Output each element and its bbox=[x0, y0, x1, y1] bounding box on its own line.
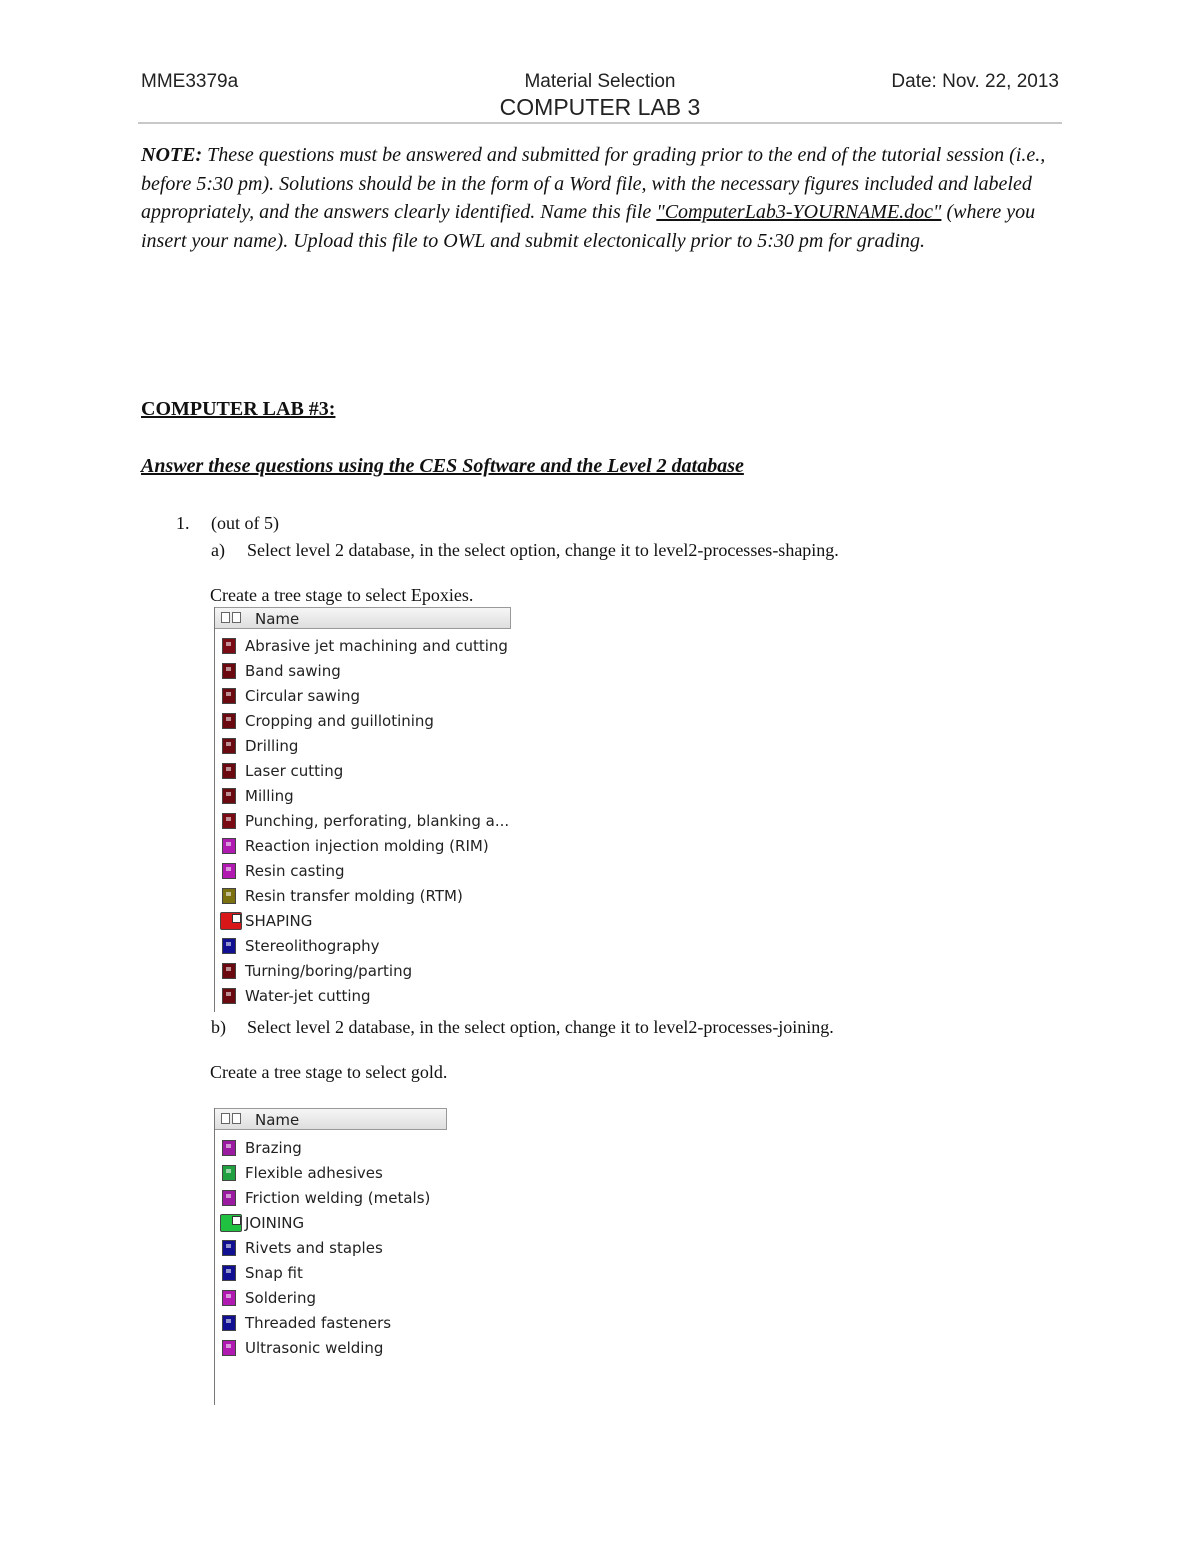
tree-item-label: Band sawing bbox=[245, 661, 341, 680]
record-icon bbox=[222, 1140, 236, 1156]
tree-item[interactable] bbox=[222, 883, 463, 908]
record-icon bbox=[222, 1290, 236, 1306]
tree-item[interactable] bbox=[222, 1235, 383, 1260]
tree-item[interactable] bbox=[222, 708, 434, 733]
record-icon bbox=[222, 738, 236, 754]
tree-item[interactable] bbox=[222, 683, 360, 708]
record-icon bbox=[222, 688, 236, 704]
tree-item[interactable] bbox=[222, 633, 508, 658]
joining-tree-screenshot bbox=[214, 1108, 447, 1405]
record-icon bbox=[222, 763, 236, 779]
tree-item[interactable] bbox=[222, 1135, 302, 1160]
note-label: NOTE: bbox=[141, 144, 203, 166]
tree-item-label: Brazing bbox=[245, 1138, 302, 1157]
tree-item-label: Soldering bbox=[245, 1288, 316, 1307]
record-icon bbox=[222, 863, 236, 879]
tree-header[interactable] bbox=[215, 607, 511, 629]
record-icon bbox=[222, 963, 236, 979]
tree-item-label: Punching, perforating, blanking a... bbox=[245, 811, 510, 830]
tree-item[interactable] bbox=[222, 1260, 303, 1285]
tree-item-label: SHAPING bbox=[245, 911, 313, 930]
tree-item[interactable] bbox=[222, 958, 412, 983]
tree-item-label: Turning/boring/parting bbox=[245, 961, 413, 980]
columns-icon bbox=[221, 1113, 243, 1125]
tree-item[interactable] bbox=[222, 1160, 383, 1185]
header-divider bbox=[138, 122, 1062, 124]
part-b-tree-caption: Create a tree stage to select gold. bbox=[210, 1062, 448, 1082]
instruction-heading: Answer these questions using the CES Software and the Level 2 database bbox=[141, 455, 744, 477]
tree-item-label: Stereolithography bbox=[245, 936, 380, 955]
columns-icon bbox=[221, 612, 243, 624]
tree-header[interactable] bbox=[215, 1108, 447, 1130]
tree-item[interactable] bbox=[222, 758, 343, 783]
part-b-text: Select level 2 database, in the select option, change it to level2-processes-joining. bbox=[247, 1017, 834, 1037]
tree-item-label: Rivets and staples bbox=[245, 1238, 383, 1257]
folder-icon bbox=[220, 912, 242, 930]
record-icon bbox=[222, 1340, 236, 1356]
tree-item-label: Abrasive jet machining and cutting bbox=[245, 636, 508, 655]
shaping-tree-screenshot bbox=[214, 607, 511, 1012]
section-heading: COMPUTER LAB #3: bbox=[141, 398, 336, 420]
date-label: Date: Nov. 22, 2013 bbox=[891, 71, 1059, 92]
tree-item-label: Water-jet cutting bbox=[245, 986, 371, 1005]
tree-item[interactable] bbox=[222, 1335, 383, 1360]
part-a-tree-caption: Create a tree stage to select Epoxies. bbox=[210, 585, 474, 605]
tree-group-item[interactable] bbox=[222, 908, 312, 933]
record-icon bbox=[222, 638, 236, 654]
tree-item[interactable] bbox=[222, 733, 298, 758]
tree-item[interactable] bbox=[222, 833, 489, 858]
tree-item-label: Circular sawing bbox=[245, 686, 360, 705]
note-filename: "ComputerLab3-YOURNAME.doc" bbox=[656, 201, 942, 224]
tree-group-item[interactable] bbox=[222, 1210, 304, 1235]
record-icon bbox=[222, 788, 236, 804]
course-subject: Material Selection bbox=[524, 71, 676, 92]
record-icon bbox=[222, 1265, 236, 1281]
note-text-end: (where you insert your name). Upload this file to OWL and submit electonically prior to 5:30 pm for grading. bbox=[141, 201, 1036, 252]
tree-item-label: Reaction injection molding (RIM) bbox=[245, 836, 489, 855]
tree-header-name: Name bbox=[255, 610, 300, 628]
record-icon bbox=[222, 663, 236, 679]
record-icon bbox=[222, 713, 236, 729]
note-paragraph bbox=[141, 141, 1059, 255]
tree-item-label: Drilling bbox=[245, 736, 299, 755]
tree-item[interactable] bbox=[222, 1310, 391, 1335]
part-a-letter: a) bbox=[211, 540, 225, 560]
tree-left-border bbox=[214, 1108, 215, 1405]
tree-item[interactable] bbox=[222, 858, 345, 883]
record-icon bbox=[222, 988, 236, 1004]
part-b-letter: b) bbox=[211, 1017, 226, 1037]
tree-left-border bbox=[214, 607, 215, 1012]
tree-item[interactable] bbox=[222, 783, 294, 808]
note-text-start: These questions must be answered and submitted for grading prior to the end of the tutorial session (i.e., before 5:30 pm). Solutions should be in the form of a Word file, with the necessary figures included and labeled appropriately, and the answers clearly identified. Name this file bbox=[141, 144, 1046, 224]
tree-item-label: Laser cutting bbox=[245, 761, 344, 780]
tree-item-label: Threaded fasteners bbox=[245, 1313, 392, 1332]
folder-icon bbox=[220, 1214, 242, 1232]
tree-item-label: Resin casting bbox=[245, 861, 345, 880]
tree-item[interactable] bbox=[222, 933, 380, 958]
tree-item[interactable] bbox=[222, 1185, 430, 1210]
record-icon bbox=[222, 888, 236, 904]
tree-item[interactable] bbox=[222, 658, 341, 683]
tree-header-name: Name bbox=[255, 1111, 300, 1129]
page-title: COMPUTER LAB 3 bbox=[499, 94, 701, 120]
tree-item-label: Flexible adhesives bbox=[245, 1163, 383, 1182]
tree-item-label: Milling bbox=[245, 786, 294, 805]
part-a-text: Select level 2 database, in the select option, change it to level2-processes-shaping. bbox=[247, 540, 839, 560]
question-points: (out of 5) bbox=[211, 513, 279, 533]
tree-item[interactable] bbox=[222, 808, 509, 833]
tree-item[interactable] bbox=[222, 1285, 316, 1310]
question-number: 1. bbox=[176, 513, 190, 533]
record-icon bbox=[222, 1190, 236, 1206]
record-icon bbox=[222, 1240, 236, 1256]
record-icon bbox=[222, 938, 236, 954]
tree-item-label: Ultrasonic welding bbox=[245, 1338, 384, 1357]
course-code: MME3379a bbox=[141, 71, 239, 92]
record-icon bbox=[222, 1165, 236, 1181]
tree-item-label: Cropping and guillotining bbox=[245, 711, 434, 730]
record-icon bbox=[222, 1315, 236, 1331]
tree-item-label: Snap fit bbox=[245, 1263, 303, 1282]
record-icon bbox=[222, 813, 236, 829]
tree-item-label: Resin transfer molding (RTM) bbox=[245, 886, 463, 905]
tree-item[interactable] bbox=[222, 983, 371, 1008]
tree-item-label: Friction welding (metals) bbox=[245, 1188, 431, 1207]
record-icon bbox=[222, 838, 236, 854]
tree-item-label: JOINING bbox=[245, 1213, 305, 1232]
